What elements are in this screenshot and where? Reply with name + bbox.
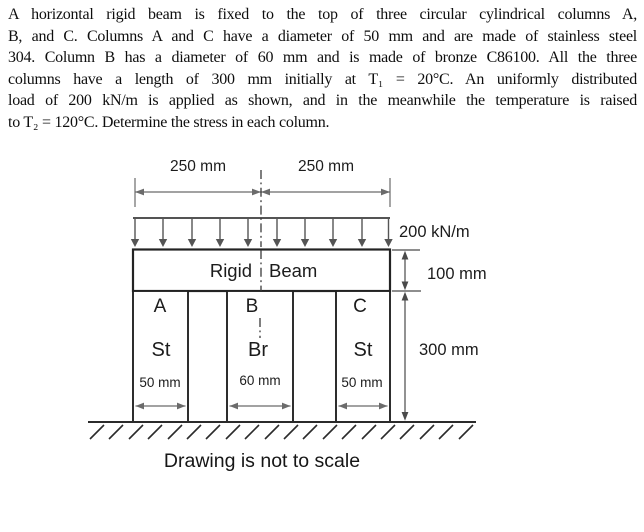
column-c-diameter-label: 50 mm <box>341 375 383 390</box>
figure-caption: Drawing is not to scale <box>163 450 361 472</box>
beam-height-label: 100 mm <box>427 265 487 283</box>
column-a-diameter-label: 50 mm <box>139 375 181 390</box>
beam-column-figure <box>0 150 644 532</box>
column-b-material-label: Br <box>248 339 268 361</box>
column-b-label: B <box>245 296 259 317</box>
load-label: 200 kN/m <box>399 223 470 241</box>
problem-line: columns have a length of 300 mm initially at T₁ = 20°C. An uniformly distributed <box>8 70 637 88</box>
problem-line: B, and C. Columns A and C have a diameter of 50 mm and are made of stainless steel <box>8 27 637 45</box>
ground <box>88 422 476 439</box>
problem-statement <box>8 4 637 133</box>
ground-hatching <box>90 425 473 439</box>
figure-linework <box>0 150 644 532</box>
column-c-label: C <box>353 296 367 317</box>
problem-line: 304. Column B has a diameter of 60 mm and is made of bronze C86100. All the three <box>8 49 637 66</box>
column-a-material-label: St <box>151 339 171 361</box>
problem-line: to T₂ = 120°C. Determine the stress in each column. <box>8 113 330 131</box>
rigid-beam-label-right: Beam <box>269 260 318 281</box>
distributed-load-arrows <box>131 218 393 247</box>
column-b-diameter-label: 60 mm <box>239 373 281 388</box>
problem-line: A horizontal rigid beam is fixed to the top of three circular cylindrical columns A, <box>8 6 637 23</box>
height-dimensions <box>392 250 421 421</box>
column-height-label: 300 mm <box>419 341 479 359</box>
column-a-label: A <box>153 296 167 317</box>
dimension-label-right-250mm: 250 mm <box>298 158 354 175</box>
dimension-label-left-250mm: 250 mm <box>170 158 226 175</box>
column-c-material-label: St <box>353 339 373 361</box>
rigid-beam-label-left: Rigid <box>209 260 252 281</box>
problem-line: load of 200 kN/m is applied as shown, and in the meanwhile the temperature is raised <box>8 92 637 109</box>
